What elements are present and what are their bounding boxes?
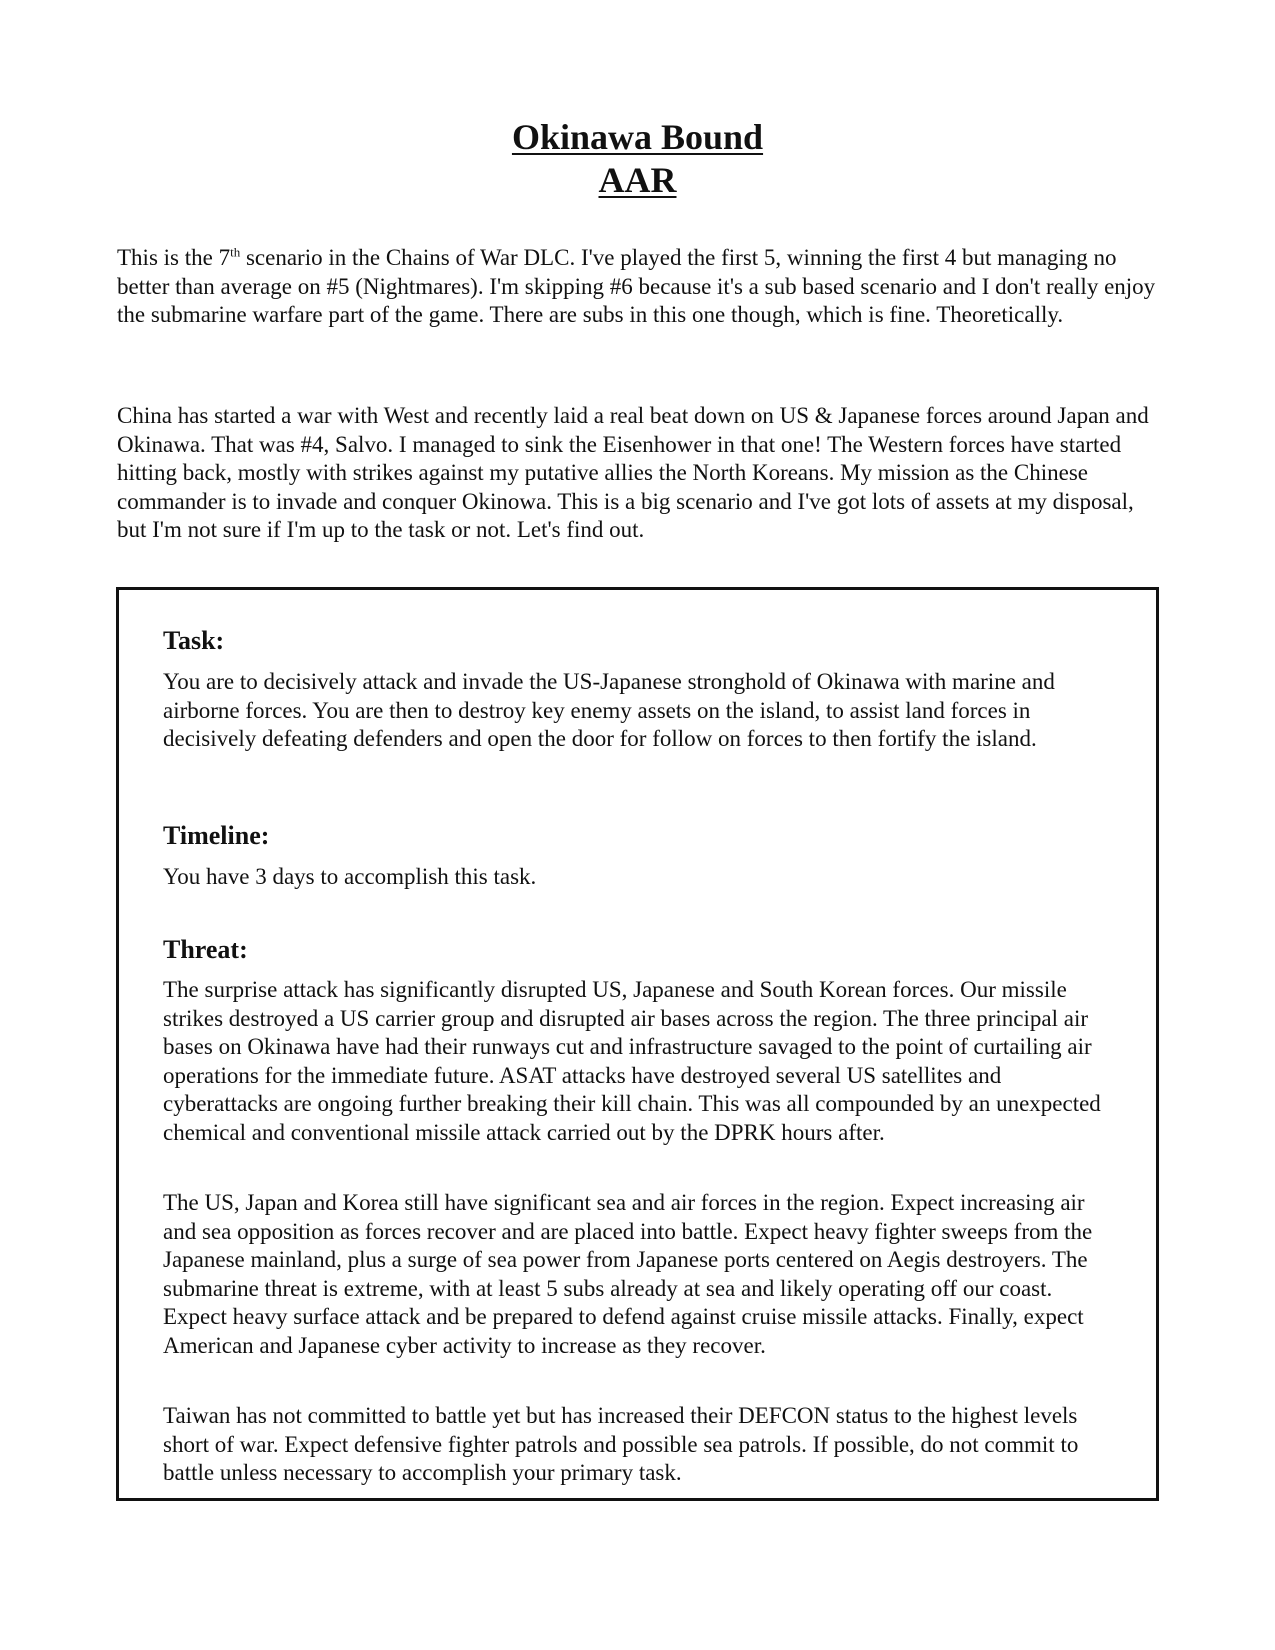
task-text: You are to decisively attack and invade the US-Japanese stronghold of Okinawa with marine and airborne forces. You are then to destroy key enemy assets on the island, to assist land forces in decisively defeating defenders and open the door for follow on forces to then fortify the island.	[163, 669, 1055, 751]
intro-paragraph-1	[117, 244, 1162, 330]
mission-briefing-box	[116, 587, 1159, 1501]
task-heading: Task:	[163, 626, 225, 655]
title-line-2: AAR	[598, 160, 677, 200]
document-title	[0, 116, 1275, 202]
threat-heading: Threat:	[163, 935, 248, 964]
title-line-1: Okinawa Bound	[511, 117, 764, 157]
timeline-heading: Timeline:	[163, 821, 270, 850]
threat-paragraph-2: The US, Japan and Korea still have significant sea and air forces in the region. Expect increasing air and sea opposition as forces recover and are placed into battle. Expect heavy fighter sweeps from the Japanese mainland, plus a surge of sea power from Japanese ports centered on Aegis destroyers. The submarine threat is extreme, with at least 5 subs already at sea and likely operating off our coast. Expect heavy surface attack and be prepared to defend against cruise missile attacks. Finally, expect American and Japanese cyber activity to increase as they recover.	[163, 1190, 1093, 1358]
intro-p1-rest: scenario in the Chains of War DLC. I've played the first 5, winning the first 4 but managing no better than average on #5 (Nightmares). I'm skipping #6 because it's a sub based scenario and I don't really enjoy the submarine warfare part of the game. There are subs in this one though, which is fine. Theoretically.	[117, 245, 1156, 327]
threat-paragraph-3: Taiwan has not committed to battle yet but has increased their DEFCON status to the highest levels short of war. Expect defensive fighter patrols and possible sea patrols. If possible, do not commit to battle unless necessary to accomplish your primary task.	[163, 1403, 1079, 1485]
ordinal-suffix: th	[230, 244, 241, 260]
timeline-text: You have 3 days to accomplish this task.	[163, 864, 537, 889]
intro-paragraph-2: China has started a war with West and recently laid a real beat down on US & Japanese forces around Japan and Okinawa. That was #4, Salvo. I managed to sink the Eisenhower in that one! The Western forces have started hitting back, mostly with strikes against my putative allies the North Koreans. My mission as the Chinese commander is to invade and conquer Okinowa. This is a big scenario and I've got lots of assets at my disposal, but I'm not sure if I'm up to the task or not. Let's find out.	[117, 403, 1149, 542]
intro-p1-start: This is the 7	[117, 245, 231, 270]
threat-paragraph-1: The surprise attack has significantly disrupted US, Japanese and South Korean forces. Our missile strikes destroyed a US carrier group and disrupted air bases across the region. The three principal air bases on Okinawa have had their runways cut and infrastructure savaged to the point of curtailing air operations for the immediate future. ASAT attacks have destroyed several US satellites and cyberattacks are ongoing further breaking their kill chain. This was all compounded by an unexpected chemical and conventional missile attack carried out by the DPRK hours after.	[163, 977, 1101, 1145]
